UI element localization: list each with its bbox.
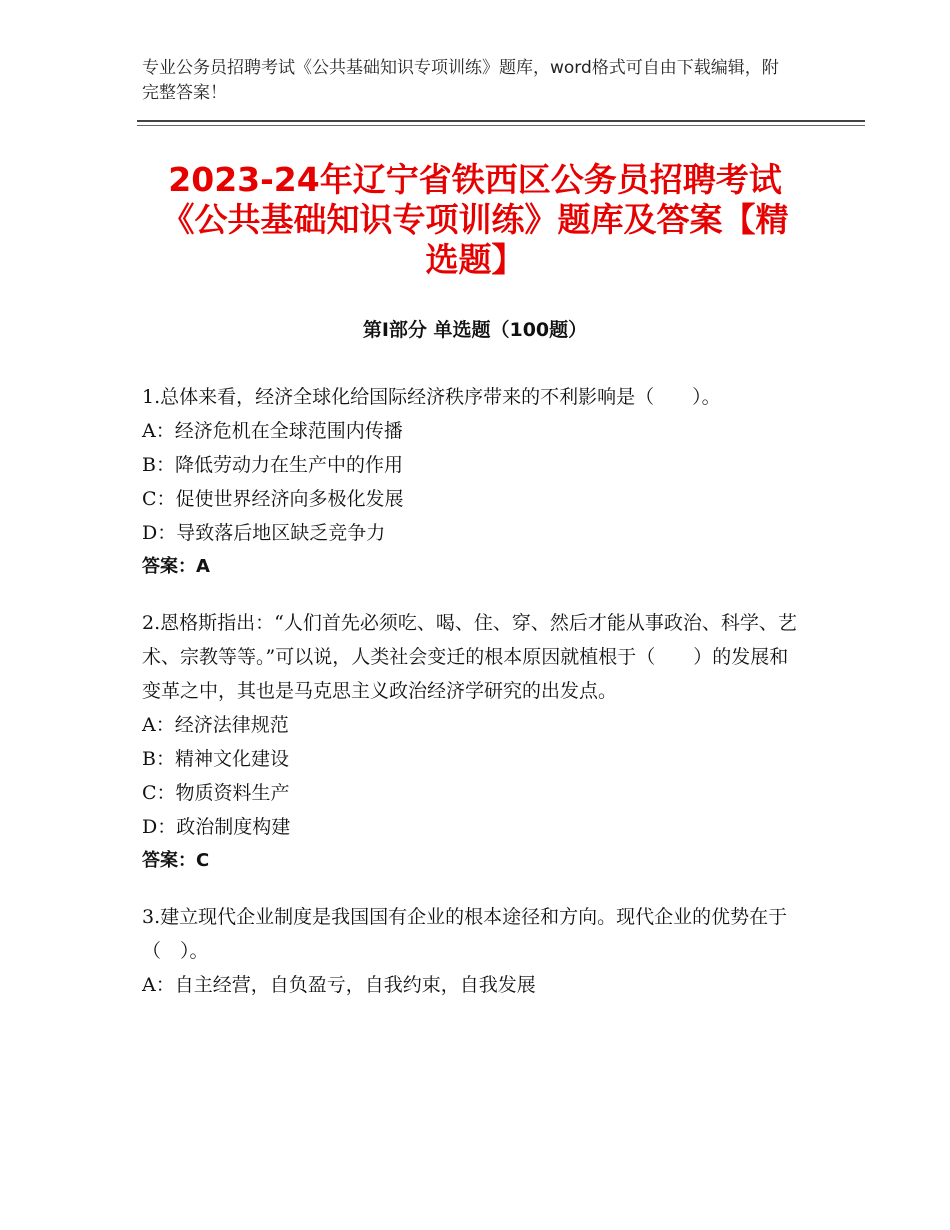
answer: 答案：C (142, 850, 210, 871)
question-stem: 1.总体来看，经济全球化给国际经济秩序带来的不利影响是（ ）。 (142, 386, 721, 408)
answer: 答案：A (142, 556, 210, 577)
title-line-2: 《公共基础知识专项训练》题库及答案【精 (161, 200, 789, 239)
question-list (142, 380, 802, 1024)
question-2 (142, 606, 802, 878)
option-a: A：自主经营，自负盈亏，自我约束，自我发展 (142, 974, 536, 996)
question-stem: 2.恩格斯指出：“人们首先必须吃、喝、住、穿、然后才能从事政治、科学、艺术、宗教等等。”可以说，人类社会变迁的根本原因就植根于（ ）的发展和变革之中，其也是马克思主义政治经济学研究的出发点。 (142, 612, 797, 702)
option-b: B：精神文化建设 (142, 748, 289, 770)
option-a: A：经济危机在全球范围内传播 (142, 420, 403, 442)
document-title (137, 160, 813, 280)
option-d: D：导致落后地区缺乏竞争力 (142, 522, 386, 544)
option-a: A：经济法律规范 (142, 714, 289, 736)
header-rule-thick (137, 120, 865, 122)
question-stem: 3.建立现代企业制度是我国国有企业的根本途径和方向。现代企业的优势在于（ ）。 (142, 906, 788, 962)
question-1 (142, 380, 802, 584)
option-c: C：促使世界经济向多极化发展 (142, 488, 404, 510)
option-b: B：降低劳动力在生产中的作用 (142, 454, 403, 476)
header-rule-thin (137, 125, 865, 126)
question-3 (142, 900, 802, 1002)
title-line-1: 2023-24年辽宁省铁西区公务员招聘考试 (168, 160, 782, 199)
header-note: 专业公务员招聘考试《公共基础知识专项训练》题库，word格式可自由下载编辑，附完整答案！ (142, 58, 779, 103)
option-c: C：物质资料生产 (142, 782, 290, 804)
title-line-3: 选题】 (425, 240, 525, 279)
option-d: D：政治制度构建 (142, 816, 291, 838)
section-title: 第Ⅰ部分 单选题（100题） (362, 319, 588, 341)
